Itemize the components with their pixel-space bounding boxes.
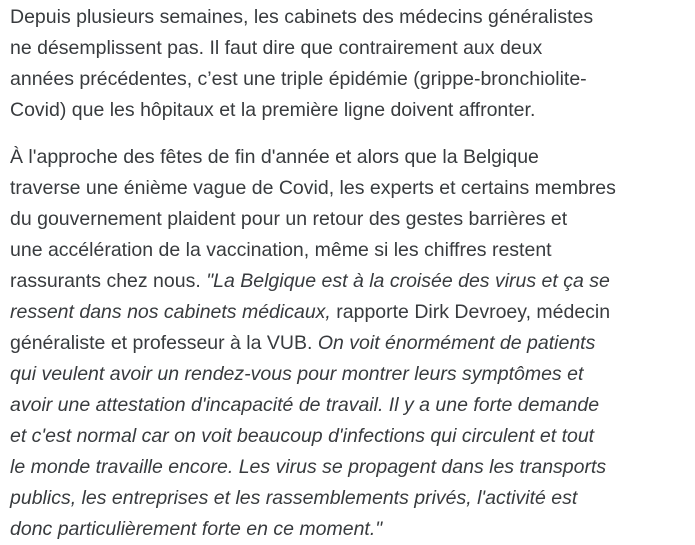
article-paragraph (10, 142, 693, 545)
quote-text-run: publics, les entreprises et les rassemblements privés, l'activité est (10, 487, 578, 509)
body-text-run: Covid) que les hôpitaux et la première ligne doivent affronter. (10, 99, 536, 121)
text-line (10, 33, 693, 64)
text-line (10, 359, 693, 390)
text-line (10, 2, 693, 33)
text-line (10, 95, 693, 126)
text-line (10, 514, 693, 545)
body-text-run: Depuis plusieurs semaines, les cabinets des médecins généralistes (10, 6, 594, 28)
text-line (10, 266, 693, 297)
body-text-run: années précédentes, c’est une triple épidémie (grippe-bronchiolite- (10, 68, 587, 90)
text-line (10, 142, 693, 173)
body-text-run: une accélération de la vaccination, même si les chiffres restent (10, 239, 552, 261)
text-line (10, 328, 693, 359)
article-paragraph (10, 2, 693, 126)
text-line (10, 204, 693, 235)
text-line (10, 483, 693, 514)
quote-text-run: On voit énormément de patients (317, 332, 596, 354)
quote-text-run: avoir une attestation d'incapacité de travail. Il y a une forte demande (10, 394, 600, 416)
body-text-run: rapporte Dirk Devroey, médecin (330, 301, 611, 323)
quote-text-run: et c'est normal car on voit beaucoup d'infections qui circulent et tout (10, 425, 595, 447)
text-line (10, 452, 693, 483)
body-text-run: du gouvernement plaident pour un retour des gestes barrières et (10, 208, 568, 230)
text-line (10, 421, 693, 452)
body-text-run: ne désemplissent pas. Il faut dire que contrairement aux deux (10, 37, 543, 59)
quote-text-run: qui veulent avoir un rendez-vous pour montrer leurs symptômes et (10, 363, 584, 385)
quote-text-run: ressent dans nos cabinets médicaux, (10, 301, 331, 323)
text-line (10, 64, 693, 95)
body-text-run: rassurants chez nous. (10, 270, 207, 292)
text-line (10, 173, 693, 204)
text-line (10, 297, 693, 328)
quote-text-run: "La Belgique est à la croisée des virus et ça se (206, 270, 610, 292)
text-line (10, 235, 693, 266)
quote-text-run: le monde travaille encore. Les virus se propagent dans les transports (10, 456, 607, 478)
quote-text-run: donc particulièrement forte en ce moment." (10, 518, 383, 540)
body-text-run: généraliste et professeur à la VUB. (10, 332, 318, 354)
text-line (10, 390, 693, 421)
body-text-run: traverse une énième vague de Covid, les experts et certains membres (10, 177, 616, 199)
body-text-run: À l'approche des fêtes de fin d'année et alors que la Belgique (10, 146, 539, 168)
